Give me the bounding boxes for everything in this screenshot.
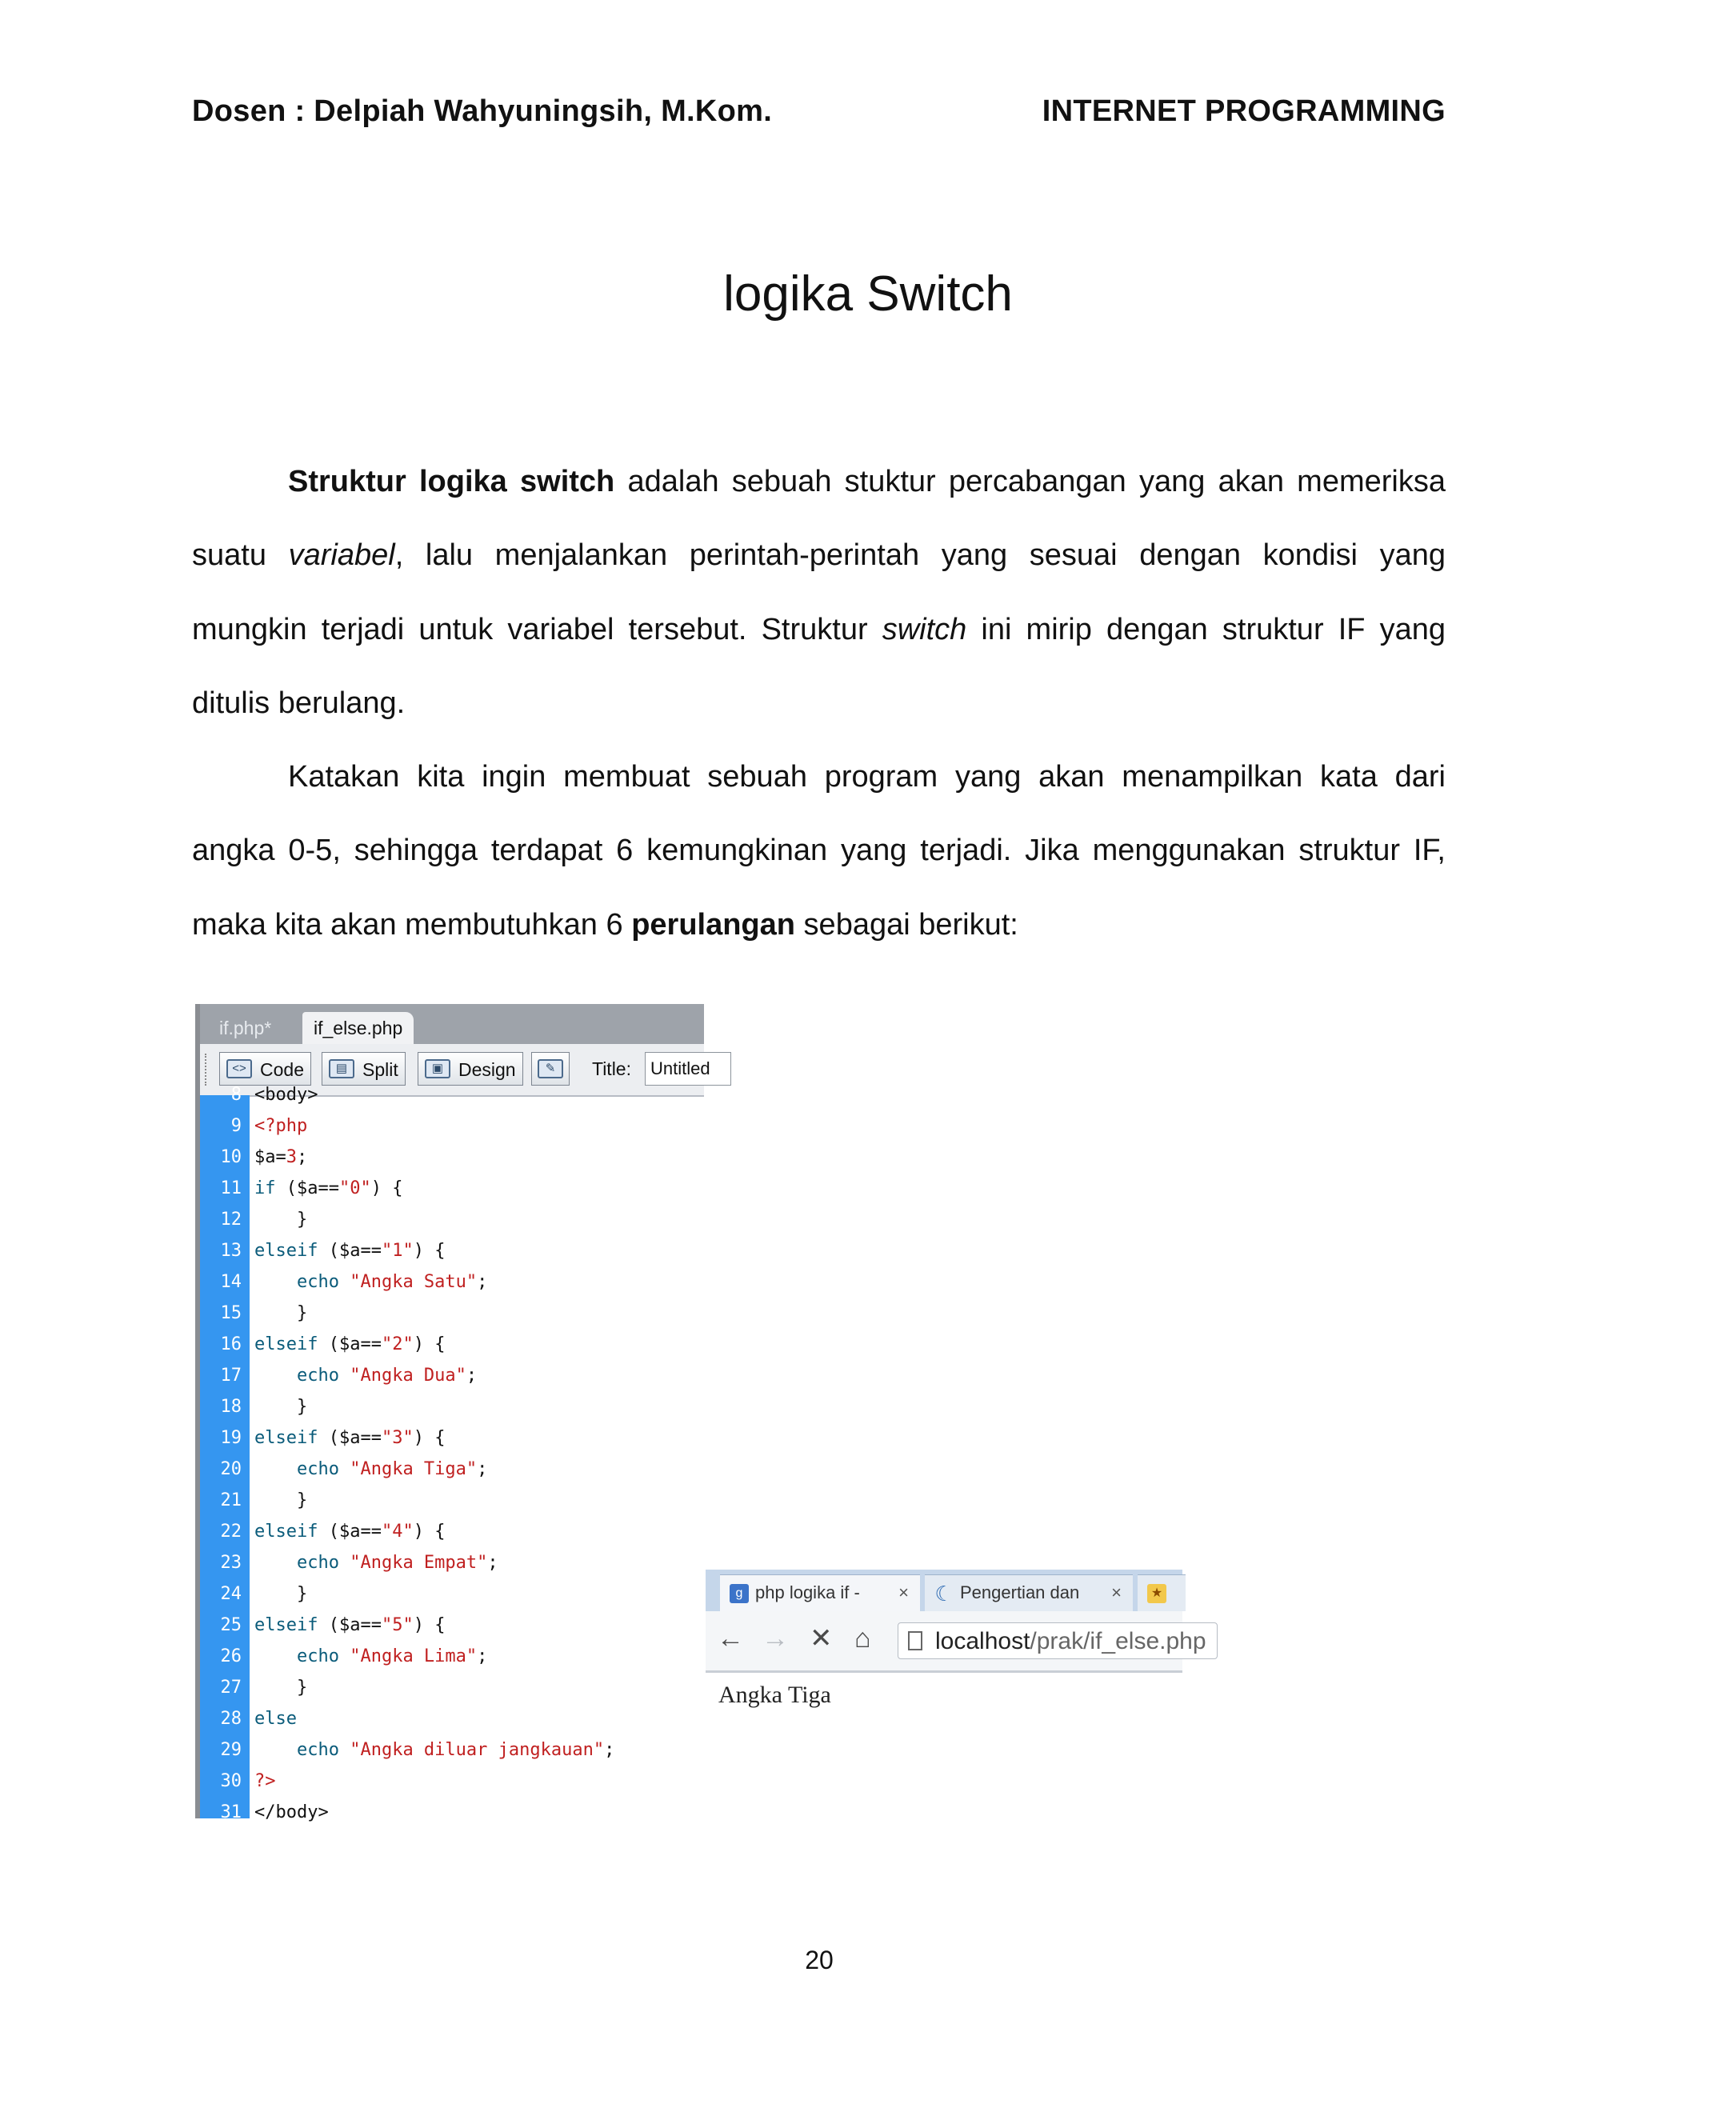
- code-token: ($a==: [318, 1334, 382, 1354]
- home-icon[interactable]: ⌂: [854, 1623, 871, 1654]
- code-line: [200, 1766, 276, 1797]
- p1-text-2: , lalu menjalankan perintah-perintah yang sesuai dengan kondisi yang mungkin terjadi untuk variabel tersebut. Struktur: [192, 538, 1446, 646]
- code-token: ;: [297, 1147, 308, 1167]
- split-icon: ▤: [329, 1059, 354, 1078]
- code-line: [200, 1422, 445, 1454]
- code-token: ($a==: [318, 1428, 382, 1448]
- code-token: echo: [296, 1553, 339, 1573]
- code-token: "5": [381, 1615, 414, 1635]
- paragraph-2: [192, 740, 1446, 962]
- browser-tab-1[interactable]: [720, 1574, 920, 1611]
- code-token: $a=: [254, 1147, 286, 1167]
- code-line: [200, 1610, 445, 1641]
- code-token: }: [254, 1397, 308, 1417]
- code-token: ;: [487, 1553, 498, 1573]
- design-view-button[interactable]: [418, 1052, 523, 1086]
- header-left: Dosen : Delpiah Wahyuningsih, M.Kom.: [192, 94, 773, 128]
- line-number: 14: [220, 1272, 242, 1292]
- line-number: 9: [230, 1116, 242, 1136]
- line-number: 21: [220, 1490, 242, 1510]
- code-line: [200, 1204, 307, 1235]
- line-number: 27: [220, 1678, 242, 1698]
- line-number: 20: [220, 1459, 242, 1479]
- code-line: [200, 1298, 307, 1329]
- code-token: echo: [296, 1366, 339, 1386]
- code-token: "Angka Dua": [350, 1366, 466, 1386]
- line-number: 31: [220, 1802, 242, 1822]
- code-token: [254, 1366, 297, 1386]
- code-token: </body>: [254, 1802, 329, 1822]
- line-number: 18: [220, 1397, 242, 1417]
- close-tab-icon[interactable]: ×: [1111, 1582, 1122, 1602]
- back-arrow-icon[interactable]: ←: [717, 1623, 744, 1654]
- code-token: else: [254, 1709, 297, 1729]
- code-token: ;: [477, 1459, 488, 1479]
- design-label: Design: [458, 1059, 516, 1080]
- line-number: 13: [220, 1241, 242, 1261]
- code-line: [200, 1360, 477, 1391]
- split-view-button[interactable]: [322, 1052, 406, 1086]
- browser-tab-2-label: Pengertian dan: [960, 1582, 1080, 1602]
- code-line: [200, 1266, 487, 1298]
- code-line: [200, 1734, 614, 1766]
- code-line: [200, 1079, 318, 1110]
- code-token: <body>: [254, 1085, 318, 1105]
- code-token: echo: [296, 1459, 339, 1479]
- code-line: [200, 1235, 445, 1266]
- code-token: "Angka diluar jangkauan": [350, 1740, 605, 1760]
- code-token: if: [254, 1178, 276, 1198]
- close-tab-icon[interactable]: ×: [898, 1582, 909, 1602]
- code-line: [200, 1329, 445, 1360]
- code-token: [339, 1272, 350, 1292]
- code-token: [254, 1553, 297, 1573]
- tab-if-php[interactable]: if.php*: [219, 1018, 272, 1038]
- line-number: 29: [220, 1740, 242, 1760]
- code-token: ) {: [370, 1178, 403, 1198]
- page-icon: [908, 1631, 922, 1650]
- paragraph-1: [192, 445, 1446, 740]
- code-token: ) {: [413, 1428, 446, 1448]
- code-token: <?php: [254, 1116, 308, 1136]
- code-line: [200, 1110, 307, 1142]
- editor-screenshot: [195, 1004, 710, 1822]
- code-token: echo: [296, 1272, 339, 1292]
- line-number: 19: [220, 1428, 242, 1448]
- code-token: }: [254, 1584, 308, 1604]
- site-favicon-icon: ★: [1147, 1584, 1166, 1603]
- title-label: Title:: [592, 1058, 631, 1079]
- line-number: 30: [220, 1771, 242, 1791]
- line-number: 10: [220, 1147, 242, 1167]
- browser-screenshot: [706, 1570, 1206, 1722]
- browser-page-content: Angka Tiga: [718, 1682, 831, 1708]
- code-token: [254, 1459, 297, 1479]
- code-line: [200, 1547, 498, 1578]
- code-line: [200, 1391, 307, 1422]
- code-token: ($a==: [318, 1241, 382, 1261]
- code-token: elseif: [254, 1241, 318, 1261]
- p2-bold-1: perulangan: [631, 907, 795, 942]
- browser-tab-1-label: php logika if -: [755, 1582, 860, 1602]
- code-token: "4": [381, 1522, 414, 1542]
- code-token: ) {: [413, 1334, 446, 1354]
- line-number: 23: [220, 1553, 242, 1573]
- code-token: "Angka Lima": [350, 1646, 478, 1666]
- code-token: ?>: [254, 1771, 276, 1791]
- line-number: 17: [220, 1366, 242, 1386]
- code-token: ($a==: [275, 1178, 339, 1198]
- page-number: 20: [805, 1946, 834, 1974]
- code-token: "3": [381, 1428, 414, 1448]
- code-token: 3: [286, 1147, 297, 1167]
- code-token: "Angka Satu": [350, 1272, 478, 1292]
- line-number: 28: [220, 1709, 242, 1729]
- url-path: /prak/if_else.php: [1030, 1628, 1206, 1654]
- code-line: [200, 1454, 487, 1485]
- stop-icon[interactable]: ✕: [810, 1623, 833, 1654]
- page-title: logika Switch: [723, 266, 1013, 322]
- code-line: [200, 1578, 307, 1610]
- code-line: [200, 1641, 487, 1672]
- p1-text-1: adalah sebuah stuktur percabangan yang akan memeriksa suatu: [192, 465, 1446, 573]
- code-area[interactable]: [200, 1085, 704, 1822]
- code-line: [200, 1173, 402, 1204]
- code-line: [200, 1797, 329, 1828]
- browser-tab-bar: [706, 1570, 1182, 1611]
- p1-text-3: ini mirip dengan struktur IF yang ditulis berulang.: [192, 612, 1446, 720]
- code-token: ($a==: [318, 1615, 382, 1635]
- code-token: }: [254, 1210, 308, 1230]
- p1-italic-2: switch: [882, 612, 967, 646]
- code-token: echo: [296, 1740, 339, 1760]
- line-number: 12: [220, 1210, 242, 1230]
- browser-tab-3[interactable]: [1138, 1574, 1186, 1611]
- code-token: elseif: [254, 1615, 318, 1635]
- code-token: ) {: [413, 1615, 446, 1635]
- line-number: 16: [220, 1334, 242, 1354]
- code-line: [200, 1485, 307, 1516]
- code-token: "0": [338, 1178, 371, 1198]
- title-input[interactable]: Untitled: [645, 1052, 731, 1086]
- code-token: ;: [477, 1646, 488, 1666]
- code-token: [254, 1646, 297, 1666]
- line-number: 22: [220, 1522, 242, 1542]
- address-bar[interactable]: [898, 1622, 1218, 1659]
- code-token: [254, 1740, 297, 1760]
- code-line: [200, 1672, 307, 1703]
- code-line: [200, 1516, 445, 1547]
- p2-text-1: Katakan kita ingin membuat sebuah program yang akan menampilkan kata dari angka 0-5, sehingga terdapat 6 kemungkinan yang terjadi. Jika menggunakan struktur IF, maka kita akan membutuhkan 6: [192, 760, 1446, 942]
- p1-italic-1: variabel: [288, 538, 395, 573]
- forward-arrow-icon[interactable]: →: [762, 1623, 789, 1654]
- code-token: echo: [296, 1646, 339, 1666]
- url-host: localhost: [935, 1628, 1030, 1654]
- line-number: 24: [220, 1584, 242, 1604]
- line-number: 8: [230, 1085, 242, 1105]
- code-token: elseif: [254, 1428, 318, 1448]
- moon-favicon-icon: ☾: [934, 1582, 954, 1606]
- code-token: }: [254, 1303, 308, 1323]
- code-line: [200, 1142, 307, 1173]
- browser-tab-2[interactable]: [925, 1574, 1133, 1611]
- bold-lead: Struktur logika switch: [288, 465, 615, 498]
- code-icon: <>: [226, 1059, 252, 1078]
- code-token: [339, 1740, 350, 1760]
- line-number: 26: [220, 1646, 242, 1666]
- code-token: }: [254, 1678, 308, 1698]
- code-token: [339, 1646, 350, 1666]
- body-text: [192, 445, 1446, 962]
- code-token: ) {: [413, 1241, 446, 1261]
- code-token: "Angka Empat": [350, 1553, 488, 1573]
- p2-text-2: sebagai berikut:: [795, 907, 1018, 942]
- code-token: ;: [466, 1366, 478, 1386]
- code-token: elseif: [254, 1334, 318, 1354]
- code-token: ($a==: [318, 1522, 382, 1542]
- code-token: elseif: [254, 1522, 318, 1542]
- pencil-icon: ✎: [538, 1059, 563, 1078]
- code-token: "2": [381, 1334, 414, 1354]
- browser-nav-bar: [706, 1611, 1206, 1673]
- code-token: ;: [477, 1272, 488, 1292]
- design-icon: ▣: [425, 1059, 450, 1078]
- live-view-button[interactable]: [531, 1052, 570, 1086]
- split-label: Split: [362, 1059, 398, 1080]
- code-label: Code: [260, 1059, 304, 1080]
- google-favicon-icon: g: [730, 1584, 749, 1603]
- code-token: [339, 1553, 350, 1573]
- code-token: ;: [604, 1740, 615, 1760]
- code-line: [200, 1703, 297, 1734]
- code-token: [339, 1366, 350, 1386]
- code-token: [254, 1272, 297, 1292]
- line-number: 11: [220, 1178, 242, 1198]
- code-token: "Angka Tiga": [350, 1459, 478, 1479]
- editor-tab-bar: [200, 1004, 704, 1044]
- line-number: 25: [220, 1615, 242, 1635]
- header-right: INTERNET PROGRAMMING: [1042, 94, 1446, 128]
- code-token: }: [254, 1490, 308, 1510]
- code-token: ) {: [413, 1522, 446, 1542]
- line-number: 15: [220, 1303, 242, 1323]
- tab-if-else-php[interactable]: if_else.php: [302, 1012, 414, 1044]
- code-token: [339, 1459, 350, 1479]
- code-token: "1": [381, 1241, 414, 1261]
